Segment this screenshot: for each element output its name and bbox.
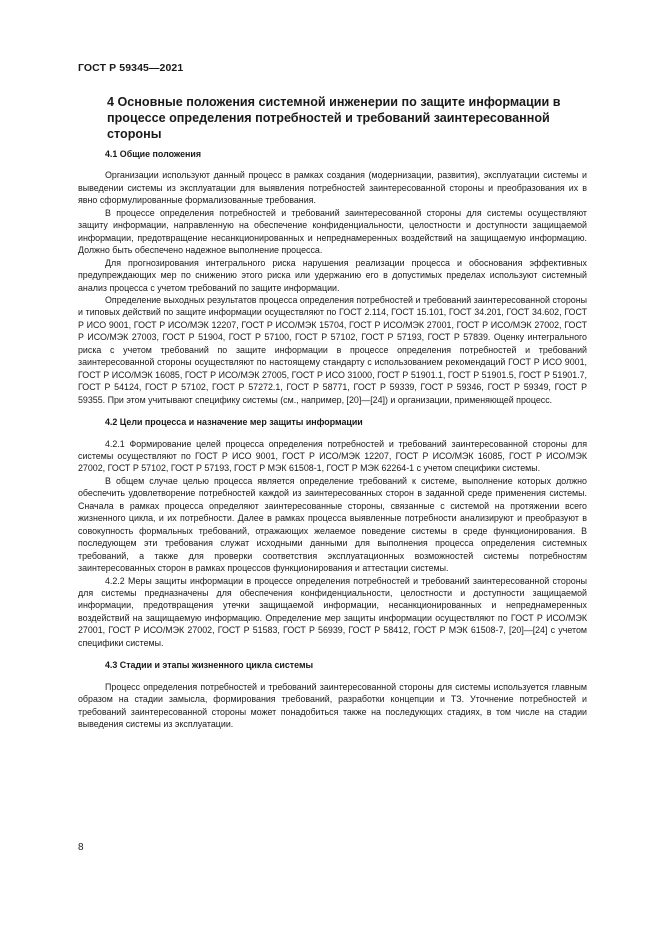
paragraph: В общем случае целью процесса является определение требований к системе, выполнение которых должно обеспечить удовлетворение потребностей каждой из заинтересованных сторон в заданной среде применения системы. Сначала в рамках процесса определяют заинтересованные стороны, связанные с системой на протяжении всего жизненного цикла, и их потребности. Далее в рамках процесса выявленные потребности анализируют и преобразуют в совокупность формальных требований, отражающих желаемое поведение системы в среде функционирования. В последующем эти требования служат исходными данными для выполнения процесса определения системных требований, а также для проверки соответствия эксплуатационных возможностей системы потребностям заинтересованных сторон в рамках процессов функционирования и аттестации системы. [78, 475, 587, 574]
paragraph: Определение выходных результатов процесса определения потребностей и требований заинтересованной стороны и типовых действий по защите информации осуществляют по ГОСТ 2.114, ГОСТ 15.101, ГОСТ 34.201, ГОСТ 34.602, ГОСТ Р ИСО 9001, ГОСТ Р ИСО/МЭК 12207, ГОСТ Р ИСО/МЭК 15704, ГОСТ Р ИСО/МЭК 27001, ГОСТ Р ИСО/МЭК 27002, ГОСТ Р ИСО/МЭК 27003, ГОСТ Р 51904, ГОСТ Р 57100, ГОСТ Р 57102, ГОСТ Р 57193, ГОСТ Р 57839. Оценку интегрального риска с учетом требований по защите информации в процессе определения потребностей и требований заинтересованной стороны осуществляют по настоящему стандарту с использованием рекомендаций ГОСТ Р ИСО 9001, ГОСТ Р ИСО/МЭК 16085, ГОСТ Р ИСО/МЭК 27005, ГОСТ Р ИСО 31000, ГОСТ Р 51901.1, ГОСТ Р 51901.5, ГОСТ Р 51901.7, ГОСТ Р 54124, ГОСТ Р 57102, ГОСТ Р 57272.1, ГОСТ Р 58771, ГОСТ Р 59339, ГОСТ Р 59346, ГОСТ Р 59349, ГОСТ Р 59355. При этом учитывают специфику системы (см., например, [20]—[24]) и организации, применяющей процесс. [78, 294, 587, 405]
paragraph: Процесс определения потребностей и требований заинтересованной стороны для системы используется главным образом на стадии замысла, формирования требований, разработки концепции и ТЗ. Уточнение потребностей и требований заинтересованной стороны может понадобиться также на последующих стадиях, в том числе на стадии выведения системы из эксплуатации. [78, 681, 587, 730]
section-title: 4 Основные положения системной инженерии по защите информации в процессе определения потребностей и требований заинтересованной стороны [107, 95, 561, 141]
paragraph: Для прогнозирования интегрального риска нарушения реализации процесса и обоснования эффективных предупреждающих мер по снижению этого риска или удержанию его в допустимых пределах используют системный анализ процесса с учетом требований по защите информации. [78, 257, 587, 293]
page-number: 8 [78, 842, 84, 853]
document-id-header: ГОСТ Р 59345—2021 [78, 62, 184, 74]
paragraph: 4.2.1 Формирование целей процесса определения потребностей и требований заинтересованной стороны для системы осуществляют по ГОСТ Р ИСО 9001, ГОСТ Р ИСО/МЭК 12207, ГОСТ Р ИСО/МЭК 16085, ГОСТ Р ИСО/МЭК 27002, ГОСТ Р 57102, ГОСТ Р 57193, ГОСТ Р МЭК 61508-1, ГОСТ Р МЭК 62264-1 с учетом специфики системы. [78, 438, 587, 474]
subsection-title-4-2: 4.2 Цели процесса и назначение мер защиты информации [105, 417, 363, 428]
paragraph: 4.2.2 Меры защиты информации в процессе определения потребностей и требований заинтересованной стороны для системы предназначены для обеспечения конфиденциальности, целостности и доступности защищаемой информации, предотвращения утечки защищаемой информации, несанкционированных и непреднамеренных воздействий на защищаемую информацию. Определение мер защиты информации осуществляют по ГОСТ Р ИСО/МЭК 27001, ГОСТ Р ИСО/МЭК 27002, ГОСТ Р 51583, ГОСТ Р 56939, ГОСТ Р 58412, ГОСТ Р МЭК 61508-7, [20]—[24] с учетом специфики системы. [78, 575, 587, 648]
spacer [78, 406, 587, 416]
paragraph: В процессе определения потребностей и требований заинтересованной стороны для системы осуществляют защиту информации, направленную на обеспечение конфиденциальности, целостности и доступности защищаемой информации, предотвращение несанкционированных и непреднамеренных воздействий на защищаемую информацию. Должно быть обеспечено надежное выполнение процесса. [78, 207, 587, 256]
paragraph: Организации используют данный процесс в рамках создания (модернизации, развития), эксплуатации системы и выведении системы из эксплуатации для выявления потребностей заинтересованной стороны и преобразования их в явно сформулированные формализованные требования. [78, 170, 587, 206]
subsection-title-4-1: 4.1 Общие положения [105, 149, 202, 159]
subsection-title-4-3: 4.3 Стадии и этапы жизненного цикла системы [105, 660, 314, 671]
spacer [78, 649, 587, 659]
document-body [78, 148, 587, 730]
